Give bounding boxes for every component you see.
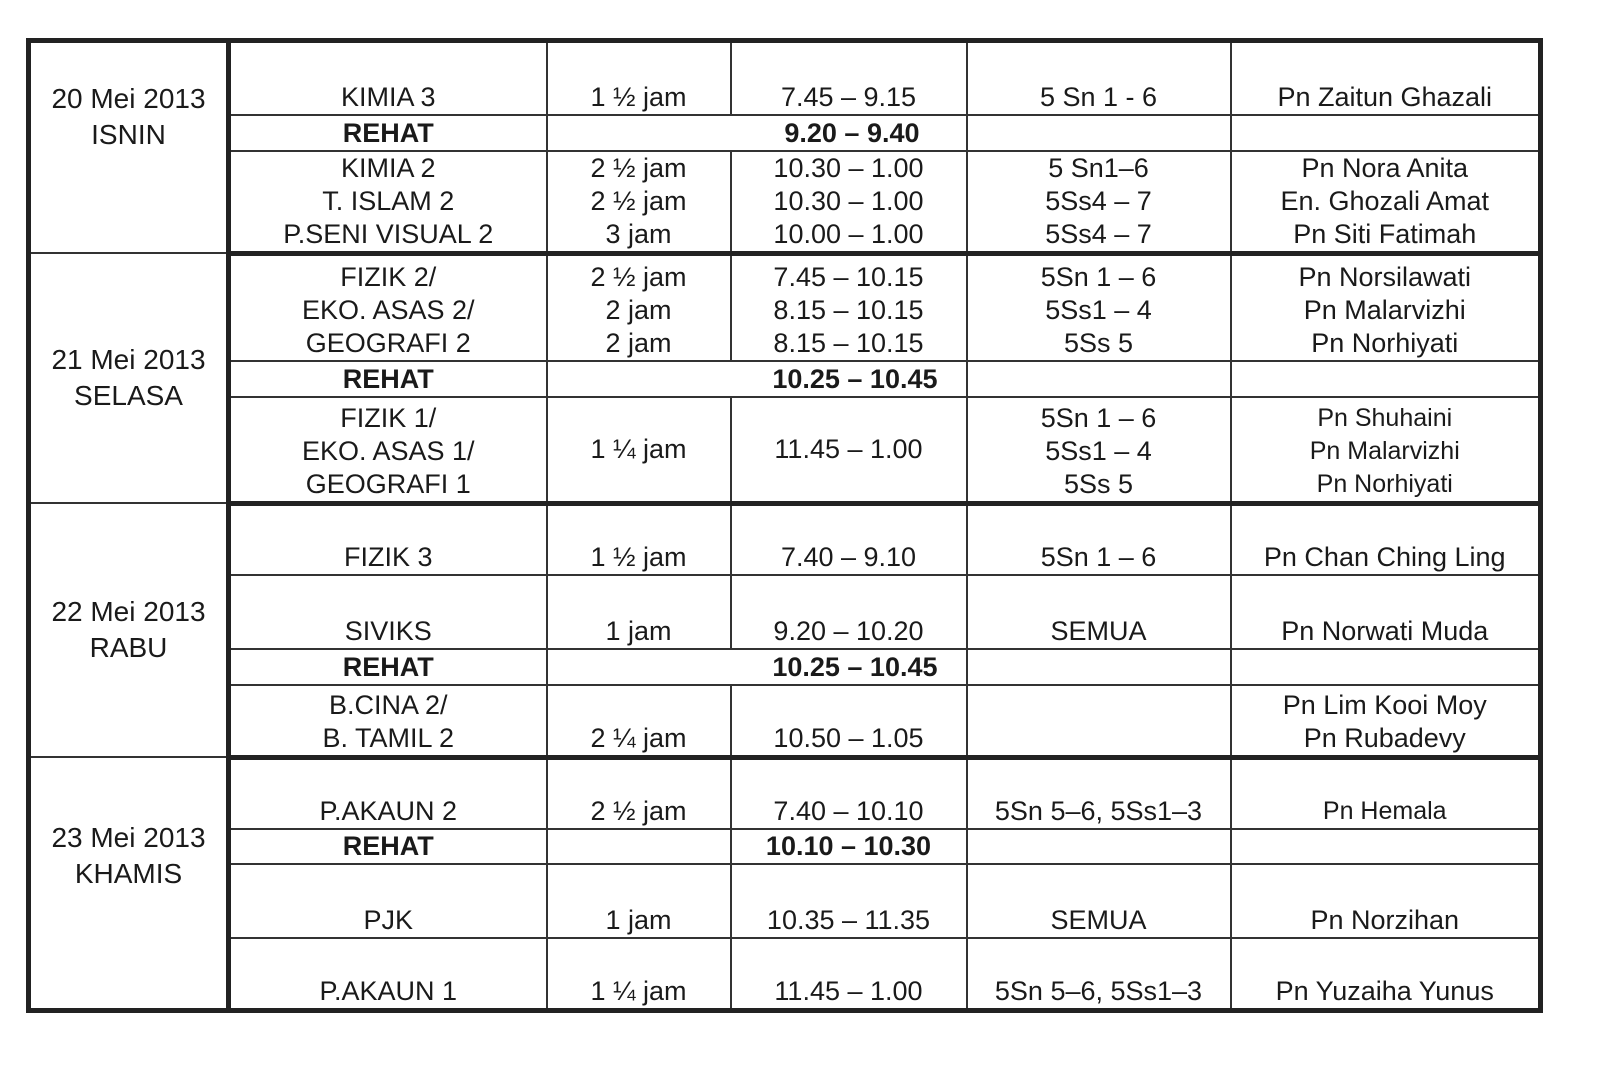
duration-cell <box>547 757 731 829</box>
duration-cell <box>547 151 731 254</box>
class-text: 5 Sn1–6 <box>1048 152 1149 183</box>
subject-cell <box>229 503 547 575</box>
class-cell <box>967 151 1231 254</box>
day-cell <box>29 503 229 757</box>
class-text: 5Sn 1 – 6 <box>1040 402 1157 433</box>
subject-cell <box>229 253 547 361</box>
break-time: 10.10 – 10.30 <box>765 831 932 861</box>
class-text: 5Ss 5 <box>1063 328 1134 358</box>
table-row <box>29 151 1541 254</box>
class-text: 5 Sn 1 - 6 <box>1039 81 1158 112</box>
teacher-cell <box>1231 685 1541 757</box>
class-text: 5Ss 5 <box>1063 468 1134 499</box>
class-cell <box>967 575 1231 649</box>
teacher-text: Pn Shuhaini <box>1317 403 1453 432</box>
teacher-text: Pn Rubadevy <box>1303 722 1466 753</box>
teacher-text: Pn Norhiyati <box>1316 469 1453 498</box>
teacher-text: Pn Norzihan <box>1310 905 1460 935</box>
duration-cell <box>547 685 731 757</box>
subject-text: GEOGRAFI 1 <box>305 468 471 499</box>
class-text: 5Ss4 – 7 <box>1045 185 1152 216</box>
table-row <box>29 575 1541 649</box>
time-cell <box>731 503 967 575</box>
duration-text: 1 jam <box>605 616 672 646</box>
duration-text: 2 jam <box>605 328 672 358</box>
date-label: 21 Mei 2013 <box>51 344 206 375</box>
class-text: 5Ss4 – 7 <box>1045 218 1152 249</box>
subject-text: SIVIKS <box>344 616 432 646</box>
date-label: 22 Mei 2013 <box>51 596 206 627</box>
duration-text: 1 ¼ jam <box>590 975 687 1006</box>
teacher-cell <box>1231 864 1541 938</box>
day-cell <box>29 41 229 254</box>
time-text: 10.30 – 1.00 <box>773 185 924 216</box>
subject-cell <box>229 397 547 503</box>
time-text: 11.45 – 1.00 <box>774 433 923 464</box>
class-text: 5Ss1 – 4 <box>1045 435 1152 466</box>
time-text: 7.40 – 10.10 <box>773 796 924 826</box>
subject-text: FIZIK 3 <box>343 542 433 572</box>
class-text: 5Sn 5–6, 5Ss1–3 <box>994 975 1203 1006</box>
duration-text: 2 ½ jam <box>590 185 687 216</box>
time-text: 10.50 – 1.05 <box>773 722 924 753</box>
teacher-text: Pn Siti Fatimah <box>1293 218 1477 249</box>
teacher-text: Pn Norhiyati <box>1311 328 1459 358</box>
table-row <box>29 938 1541 1010</box>
time-text: 10.30 – 1.00 <box>773 152 924 183</box>
subject-cell <box>229 575 547 649</box>
break-label: REHAT <box>342 364 434 394</box>
teacher-text: En. Ghozali Amat <box>1280 185 1490 216</box>
subject-text: P.SENI VISUAL 2 <box>283 218 494 249</box>
weekday-label: RABU <box>89 632 168 663</box>
subject-text: EKO. ASAS 2/ <box>301 295 475 325</box>
teacher-cell <box>1231 397 1541 503</box>
break-time-cell <box>547 115 967 151</box>
class-cell <box>967 938 1231 1010</box>
break-row <box>29 649 1541 685</box>
teacher-cell <box>1231 361 1541 397</box>
teacher-text: Pn Lim Kooi Moy <box>1282 689 1487 720</box>
class-text: SEMUA <box>1050 616 1147 646</box>
date-label: 23 Mei 2013 <box>51 822 206 853</box>
teacher-cell <box>1231 649 1541 685</box>
class-cell <box>967 253 1231 361</box>
teacher-text: Pn Norsilawati <box>1298 262 1472 292</box>
time-cell <box>731 864 967 938</box>
teacher-text: Pn Malarvizhi <box>1303 295 1466 325</box>
time-cell <box>731 685 967 757</box>
table-row <box>29 864 1541 938</box>
class-cell <box>967 503 1231 575</box>
subject-cell <box>229 41 547 115</box>
break-label: REHAT <box>342 117 434 148</box>
table-row <box>29 397 1541 503</box>
class-text: SEMUA <box>1050 905 1147 935</box>
duration-text: 1 ½ jam <box>590 81 687 112</box>
class-text: 5Ss1 – 4 <box>1045 295 1152 325</box>
class-cell <box>967 649 1231 685</box>
teacher-cell <box>1231 503 1541 575</box>
teacher-text: Pn Yuzaiha Yunus <box>1275 975 1494 1006</box>
subject-text: KIMIA 3 <box>340 81 436 112</box>
time-text: 10.35 – 11.35 <box>766 905 931 935</box>
duration-cell <box>547 397 731 503</box>
exam-schedule-table <box>26 38 1543 1013</box>
subject-text: EKO. ASAS 1/ <box>301 435 475 466</box>
subject-text: FIZIK 1/ <box>340 402 437 433</box>
duration-cell <box>547 575 731 649</box>
duration-text: 1 ½ jam <box>590 542 687 572</box>
break-time: 9.20 – 9.40 <box>784 117 920 148</box>
teacher-cell <box>1231 575 1541 649</box>
class-cell <box>967 361 1231 397</box>
subject-cell <box>229 685 547 757</box>
duration-text: 2 ½ jam <box>590 152 687 183</box>
time-cell <box>731 151 967 254</box>
table-row <box>29 253 1541 361</box>
break-label-cell <box>229 115 547 151</box>
teacher-text: Pn Nora Anita <box>1301 152 1469 183</box>
duration-text: 1 ¼ jam <box>590 433 687 464</box>
subject-text: P.AKAUN 1 <box>319 975 458 1006</box>
break-time-cell <box>547 649 967 685</box>
weekday-label: SELASA <box>74 380 183 411</box>
teacher-text: Pn Zaitun Ghazali <box>1277 81 1493 112</box>
duration-text: 1 jam <box>605 905 672 935</box>
table-row <box>29 41 1541 115</box>
time-cell <box>731 41 967 115</box>
subject-text: PJK <box>363 905 414 935</box>
teacher-text: Pn Malarvizhi <box>1309 436 1460 465</box>
break-label-cell <box>229 361 547 397</box>
time-text: 11.45 – 1.00 <box>774 975 923 1006</box>
time-cell <box>731 757 967 829</box>
duration-cell <box>547 938 731 1010</box>
time-cell <box>731 253 967 361</box>
class-cell <box>967 757 1231 829</box>
break-label-cell <box>229 829 547 864</box>
break-time: 10.25 – 10.45 <box>772 364 938 394</box>
break-row <box>29 829 1541 864</box>
time-text: 9.20 – 10.20 <box>773 616 924 646</box>
teacher-cell <box>1231 757 1541 829</box>
break-label: REHAT <box>342 652 434 682</box>
table-row <box>29 757 1541 829</box>
class-cell <box>967 685 1231 757</box>
break-time: 10.25 – 10.45 <box>772 652 938 682</box>
time-cell <box>731 938 967 1010</box>
break-row <box>29 361 1541 397</box>
subject-text: T. ISLAM 2 <box>322 185 455 216</box>
duration-text: 2 ½ jam <box>590 262 687 292</box>
teacher-cell <box>1231 829 1541 864</box>
subject-cell <box>229 864 547 938</box>
duration-text: 2 ¼ jam <box>590 722 687 753</box>
time-text: 8.15 – 10.15 <box>773 328 924 358</box>
subject-text: B.CINA 2/ <box>328 689 448 720</box>
time-text: 7.45 – 9.15 <box>780 81 917 112</box>
schedule-body <box>29 41 1541 1011</box>
table-row <box>29 685 1541 757</box>
subject-text: P.AKAUN 2 <box>319 796 458 826</box>
teacher-text: Pn Norwati Muda <box>1281 616 1489 646</box>
time-cell <box>731 397 967 503</box>
date-label: 20 Mei 2013 <box>51 83 206 114</box>
class-cell <box>967 115 1231 151</box>
class-cell <box>967 41 1231 115</box>
day-cell <box>29 253 229 503</box>
teacher-text: Pn Hemala <box>1322 797 1447 825</box>
teacher-cell <box>1231 41 1541 115</box>
time-text: 10.00 – 1.00 <box>773 218 924 249</box>
break-time-cell <box>731 829 967 864</box>
duration-cell <box>547 829 731 864</box>
subject-cell <box>229 938 547 1010</box>
duration-cell <box>547 503 731 575</box>
duration-text: 2 jam <box>605 295 672 325</box>
teacher-cell <box>1231 115 1541 151</box>
time-text: 7.45 – 10.15 <box>773 262 924 292</box>
time-text: 7.40 – 9.10 <box>780 542 917 572</box>
duration-text: 3 jam <box>605 218 672 249</box>
break-label: REHAT <box>342 831 434 861</box>
subject-cell <box>229 757 547 829</box>
subject-text: KIMIA 2 <box>340 152 436 183</box>
class-text: 5Sn 5–6, 5Ss1–3 <box>994 796 1203 826</box>
subject-cell <box>229 151 547 254</box>
teacher-cell <box>1231 938 1541 1010</box>
time-cell <box>731 575 967 649</box>
class-text: 5Sn 1 – 6 <box>1040 262 1157 292</box>
break-label-cell <box>229 649 547 685</box>
subject-text: GEOGRAFI 2 <box>305 328 471 358</box>
duration-cell <box>547 41 731 115</box>
weekday-label: ISNIN <box>91 119 166 150</box>
class-cell <box>967 864 1231 938</box>
weekday-label: KHAMIS <box>74 858 183 889</box>
subject-text: B. TAMIL 2 <box>322 722 455 753</box>
table-row <box>29 503 1541 575</box>
duration-cell <box>547 253 731 361</box>
class-text: 5Sn 1 – 6 <box>1040 542 1157 572</box>
break-row <box>29 115 1541 151</box>
teacher-cell <box>1231 253 1541 361</box>
day-cell <box>29 757 229 1010</box>
teacher-cell <box>1231 151 1541 254</box>
break-time-cell <box>547 361 967 397</box>
class-cell <box>967 397 1231 503</box>
time-text: 8.15 – 10.15 <box>773 295 924 325</box>
teacher-text: Pn Chan Ching Ling <box>1263 542 1506 572</box>
class-cell <box>967 829 1231 864</box>
subject-text: FIZIK 2/ <box>340 262 437 292</box>
duration-cell <box>547 864 731 938</box>
duration-text: 2 ½ jam <box>590 796 687 826</box>
